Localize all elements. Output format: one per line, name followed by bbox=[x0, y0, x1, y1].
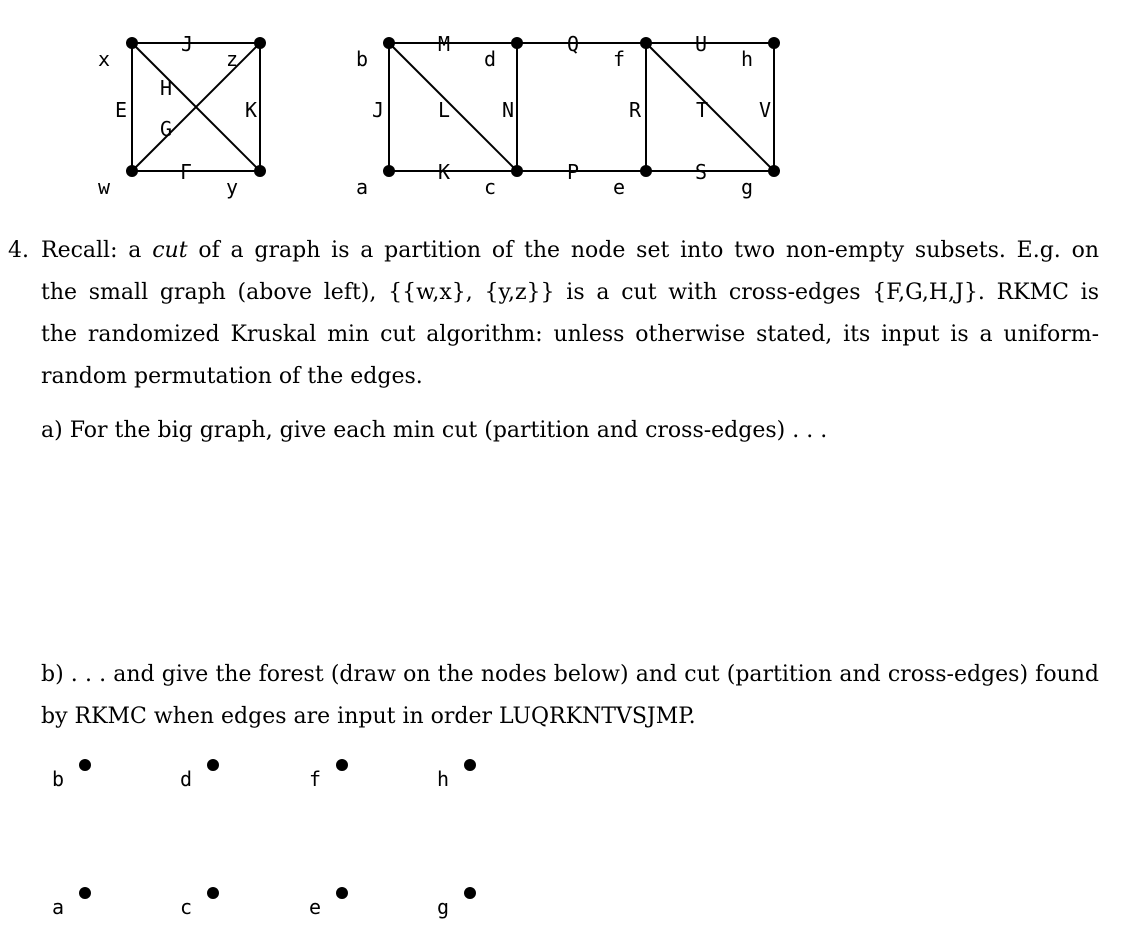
part-b-line-2: by RKMC when edges are input in order LUQRKNTVSJMP. bbox=[41, 704, 696, 729]
edge-label-V: V bbox=[758, 98, 772, 122]
node-f bbox=[640, 37, 652, 49]
node-z bbox=[254, 37, 266, 49]
edge-label-M: M bbox=[437, 32, 451, 56]
edge-label-J2: J bbox=[371, 98, 385, 122]
edge-label-Q: Q bbox=[566, 32, 580, 56]
question-line-1-post: of a graph is a partition of the node set into two non-empty subsets. E.g. on bbox=[187, 238, 1100, 263]
node-g bbox=[768, 165, 780, 177]
node-label-x: x bbox=[97, 47, 111, 71]
node-label-a: a bbox=[355, 175, 369, 199]
answer-label-c: c bbox=[179, 895, 193, 919]
question-body bbox=[41, 230, 1099, 398]
edge-label-F: F bbox=[179, 160, 193, 184]
edge-label-S: S bbox=[694, 160, 708, 184]
edge-label-U: U bbox=[694, 32, 708, 56]
part-b-text bbox=[41, 654, 1099, 738]
edge-label-K2: K bbox=[437, 160, 451, 184]
node-c bbox=[511, 165, 523, 177]
edge-label-N: N bbox=[501, 98, 515, 122]
node-label-d: d bbox=[483, 47, 497, 71]
edge-label-P: P bbox=[566, 160, 580, 184]
answer-label-b: b bbox=[51, 767, 65, 791]
answer-node-b[interactable] bbox=[79, 759, 91, 771]
node-x bbox=[126, 37, 138, 49]
edge-label-J: J bbox=[180, 32, 194, 56]
question-line-4: random permutation of the edges. bbox=[41, 364, 423, 389]
node-label-g: g bbox=[740, 175, 754, 199]
edge-label-G: G bbox=[159, 117, 173, 141]
small-graph-labels bbox=[98, 32, 257, 199]
edge-L bbox=[389, 43, 517, 171]
node-label-e: e bbox=[612, 175, 626, 199]
node-h bbox=[768, 37, 780, 49]
answer-node-h[interactable] bbox=[464, 759, 476, 771]
answer-node-labels bbox=[52, 767, 449, 919]
answer-node-a[interactable] bbox=[79, 887, 91, 899]
answer-node-c[interactable] bbox=[207, 887, 219, 899]
question-line-3: the randomized Kruskal min cut algorithm: unless otherwise stated, its input is a uniform- bbox=[41, 322, 1099, 347]
node-label-z: z bbox=[225, 47, 239, 71]
question-line-1-pre: Recall: a bbox=[41, 238, 153, 263]
node-a bbox=[383, 165, 395, 177]
big-graph-labels bbox=[356, 32, 771, 199]
edge-label-R: R bbox=[628, 98, 642, 122]
node-w bbox=[126, 165, 138, 177]
node-label-y: y bbox=[225, 175, 239, 199]
node-label-f: f bbox=[612, 47, 626, 71]
part-b-line-1: b) . . . and give the forest (draw on the nodes below) and cut (partition and cross-edges) found bbox=[41, 662, 1099, 687]
answer-label-e: e bbox=[308, 895, 322, 919]
edge-label-K: K bbox=[244, 98, 258, 122]
answer-node-f[interactable] bbox=[336, 759, 348, 771]
answer-label-d: d bbox=[179, 767, 193, 791]
answer-label-f: f bbox=[308, 767, 322, 791]
edge-T bbox=[646, 43, 774, 171]
answer-node-g[interactable] bbox=[464, 887, 476, 899]
node-e bbox=[640, 165, 652, 177]
answer-node-d[interactable] bbox=[207, 759, 219, 771]
answer-nodes bbox=[79, 759, 476, 899]
small-graph bbox=[132, 43, 260, 171]
edge-label-H: H bbox=[159, 76, 173, 100]
node-b bbox=[383, 37, 395, 49]
node-y bbox=[254, 165, 266, 177]
answer-label-a: a bbox=[51, 895, 65, 919]
edge-label-E: E bbox=[114, 98, 128, 122]
question-number: 4. bbox=[8, 238, 29, 263]
node-label-h: h bbox=[740, 47, 754, 71]
edge-label-L: L bbox=[437, 98, 451, 122]
node-label-c: c bbox=[483, 175, 497, 199]
answer-label-h: h bbox=[436, 767, 450, 791]
edge-label-T: T bbox=[695, 98, 709, 122]
term-cut: cut bbox=[152, 238, 188, 263]
part-a-text: a) For the big graph, give each min cut (partition and cross-edges) . . . bbox=[41, 418, 828, 443]
answer-label-g: g bbox=[436, 895, 450, 919]
answer-node-e[interactable] bbox=[336, 887, 348, 899]
question-line-2: the small graph (above left), {{w,x}, {y,z}} is a cut with cross-edges {F,G,H,J}. RKMC is bbox=[41, 280, 1099, 305]
node-label-w: w bbox=[97, 175, 111, 199]
node-d bbox=[511, 37, 523, 49]
question-line-1 bbox=[41, 230, 1099, 272]
node-label-b: b bbox=[355, 47, 369, 71]
